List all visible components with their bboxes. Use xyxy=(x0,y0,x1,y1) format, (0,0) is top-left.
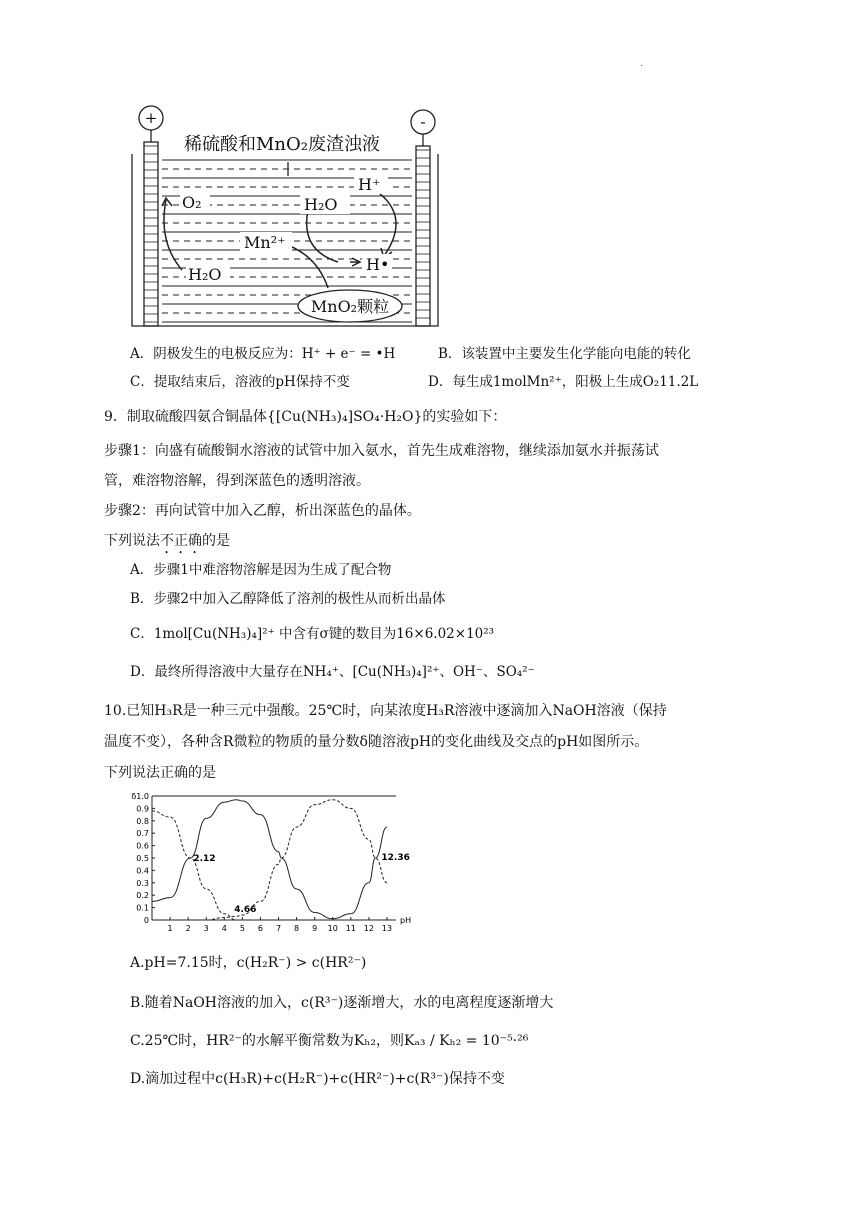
hplus-label: H⁺ xyxy=(358,175,381,194)
anode-sign: + xyxy=(144,109,158,127)
series-line-1 xyxy=(152,811,387,920)
y-tick-label: 0.1 xyxy=(136,903,149,913)
q10-option-b: B.随着NaOH溶液的加入，c(R³⁻)逐渐增大，水的电离程度逐渐增大 xyxy=(130,995,554,1011)
y-tick-label: 0.4 xyxy=(136,866,149,876)
mno2-particle-label: MnO₂颗粒 xyxy=(310,297,390,316)
x-tick-label: 4 xyxy=(221,924,227,933)
q9-option-d: D．最终所得溶液中大量存在NH₄⁺、[Cu(NH₃)₄]²⁺、OH⁻、SO₄²⁻ xyxy=(130,664,535,680)
q10-option-c: C.25℃时，HR²⁻的水解平衡常数为Kₕ₂，则Kₐ₃ / Kₕ₂ = 10⁻⁵·²⁶ xyxy=(130,1033,529,1049)
x-tick-label: 8 xyxy=(294,924,300,933)
x-tick-label: 3 xyxy=(203,924,209,933)
x-tick-label: 7 xyxy=(275,924,282,933)
x-tick-label: 12 xyxy=(363,924,374,933)
h2o-mid-label: H₂O xyxy=(304,195,338,214)
series-line-2 xyxy=(152,800,387,919)
y-tick-label: 0.3 xyxy=(136,878,149,888)
q10-option-d: D.滴加过程中c(H₃R)+c(H₂R⁻)+c(HR²⁻)+c(R³⁻)保持不变 xyxy=(130,1071,505,1087)
y-tick-label: δ1.0 xyxy=(131,792,149,801)
x-tick-label: 2 xyxy=(185,924,191,933)
distribution-chart xyxy=(124,788,424,938)
x-tick-label: 10 xyxy=(327,924,338,933)
intersection-label: 12.36 xyxy=(381,853,410,863)
x-tick-label: 13 xyxy=(381,924,393,933)
q8-option-b: B．该装置中主要发生化学能向电能的转化 xyxy=(438,346,691,362)
q9-step1-line2: 管，难溶物溶解，得到深蓝色的透明溶液。 xyxy=(104,473,370,489)
q9-option-c: C．1mol[Cu(NH₃)₄]²⁺ 中含有σ键的数目为16×6.02×10²³ xyxy=(130,626,495,642)
y-tick-label: 0.5 xyxy=(136,854,149,863)
x-tick-label: 1 xyxy=(167,924,173,933)
q9-option-b: B．步骤2中加入乙醇降低了溶剂的极性从而析出晶体 xyxy=(130,591,446,607)
y-tick-label: 0.9 xyxy=(136,804,149,814)
q10-stem-line3: 下列说法正确的是 xyxy=(104,765,216,781)
x-tick-label: 5 xyxy=(239,924,245,933)
intersection-label: 4.66 xyxy=(234,905,257,915)
y-tick-label: 0.2 xyxy=(136,891,149,901)
solution-label: 稀硫酸和MnO₂废渣浊液 xyxy=(184,134,380,155)
cathode-sign: - xyxy=(420,112,426,131)
q9-step2: 步骤2：再向试管中加入乙醇，析出深蓝色的晶体。 xyxy=(104,503,421,519)
corner-mark: . xyxy=(640,58,644,69)
q9-question: 下列说法不正确的是 xyxy=(104,533,230,549)
y-tick-label: 0.7 xyxy=(136,829,149,839)
x-tick-label: 9 xyxy=(312,924,318,933)
q8-option-a: A．阴极发生的电极反应为：H⁺ + e⁻ = •H xyxy=(130,346,396,362)
h2o-left-label: H₂O xyxy=(188,265,222,284)
q8-option-d: D．每生成1molMn²⁺，阳极上生成O₂11.2L xyxy=(428,374,699,390)
mn2-label: Mn²⁺ xyxy=(244,233,286,252)
h-radical-label: H• xyxy=(366,255,390,274)
y-tick-label: 0.8 xyxy=(136,816,149,826)
o2-label: O₂ xyxy=(182,193,202,212)
q10-stem-line2: 温度不变），各种含R微粒的物质的量分数δ随溶液pH的变化曲线及交点的pH如图所示。 xyxy=(104,734,649,750)
x-axis-label: pH xyxy=(400,916,412,925)
x-tick-label: 11 xyxy=(345,924,356,933)
q9-stem: 9．制取硫酸四氨合铜晶体{[Cu(NH₃)₄]SO₄·H₂O}的实验如下： xyxy=(104,409,507,425)
y-tick-label: 0.6 xyxy=(136,841,149,851)
intersection-label: 2.12 xyxy=(193,854,216,864)
y-tick-label: 0 xyxy=(143,916,149,925)
electrolysis-figure xyxy=(128,102,442,330)
x-tick-label: 6 xyxy=(257,924,263,933)
q10-option-a: A.pH=7.15时，c(H₂R⁻) > c(HR²⁻) xyxy=(130,955,367,971)
q10-stem-line1: 10.已知H₃R是一种三元中强酸。25℃时，向某浓度H₃R溶液中逐滴加入NaOH溶液（保持 xyxy=(104,703,667,719)
q9-step1-line1: 步骤1：向盛有硫酸铜水溶液的试管中加入氨水，首先生成难溶物，继续添加氨水并振荡试 xyxy=(104,443,659,459)
q8-option-c: C．提取结束后，溶液的pH保持不变 xyxy=(130,374,350,390)
q9-option-a: A．步骤1中难溶物溶解是因为生成了配合物 xyxy=(130,562,392,578)
